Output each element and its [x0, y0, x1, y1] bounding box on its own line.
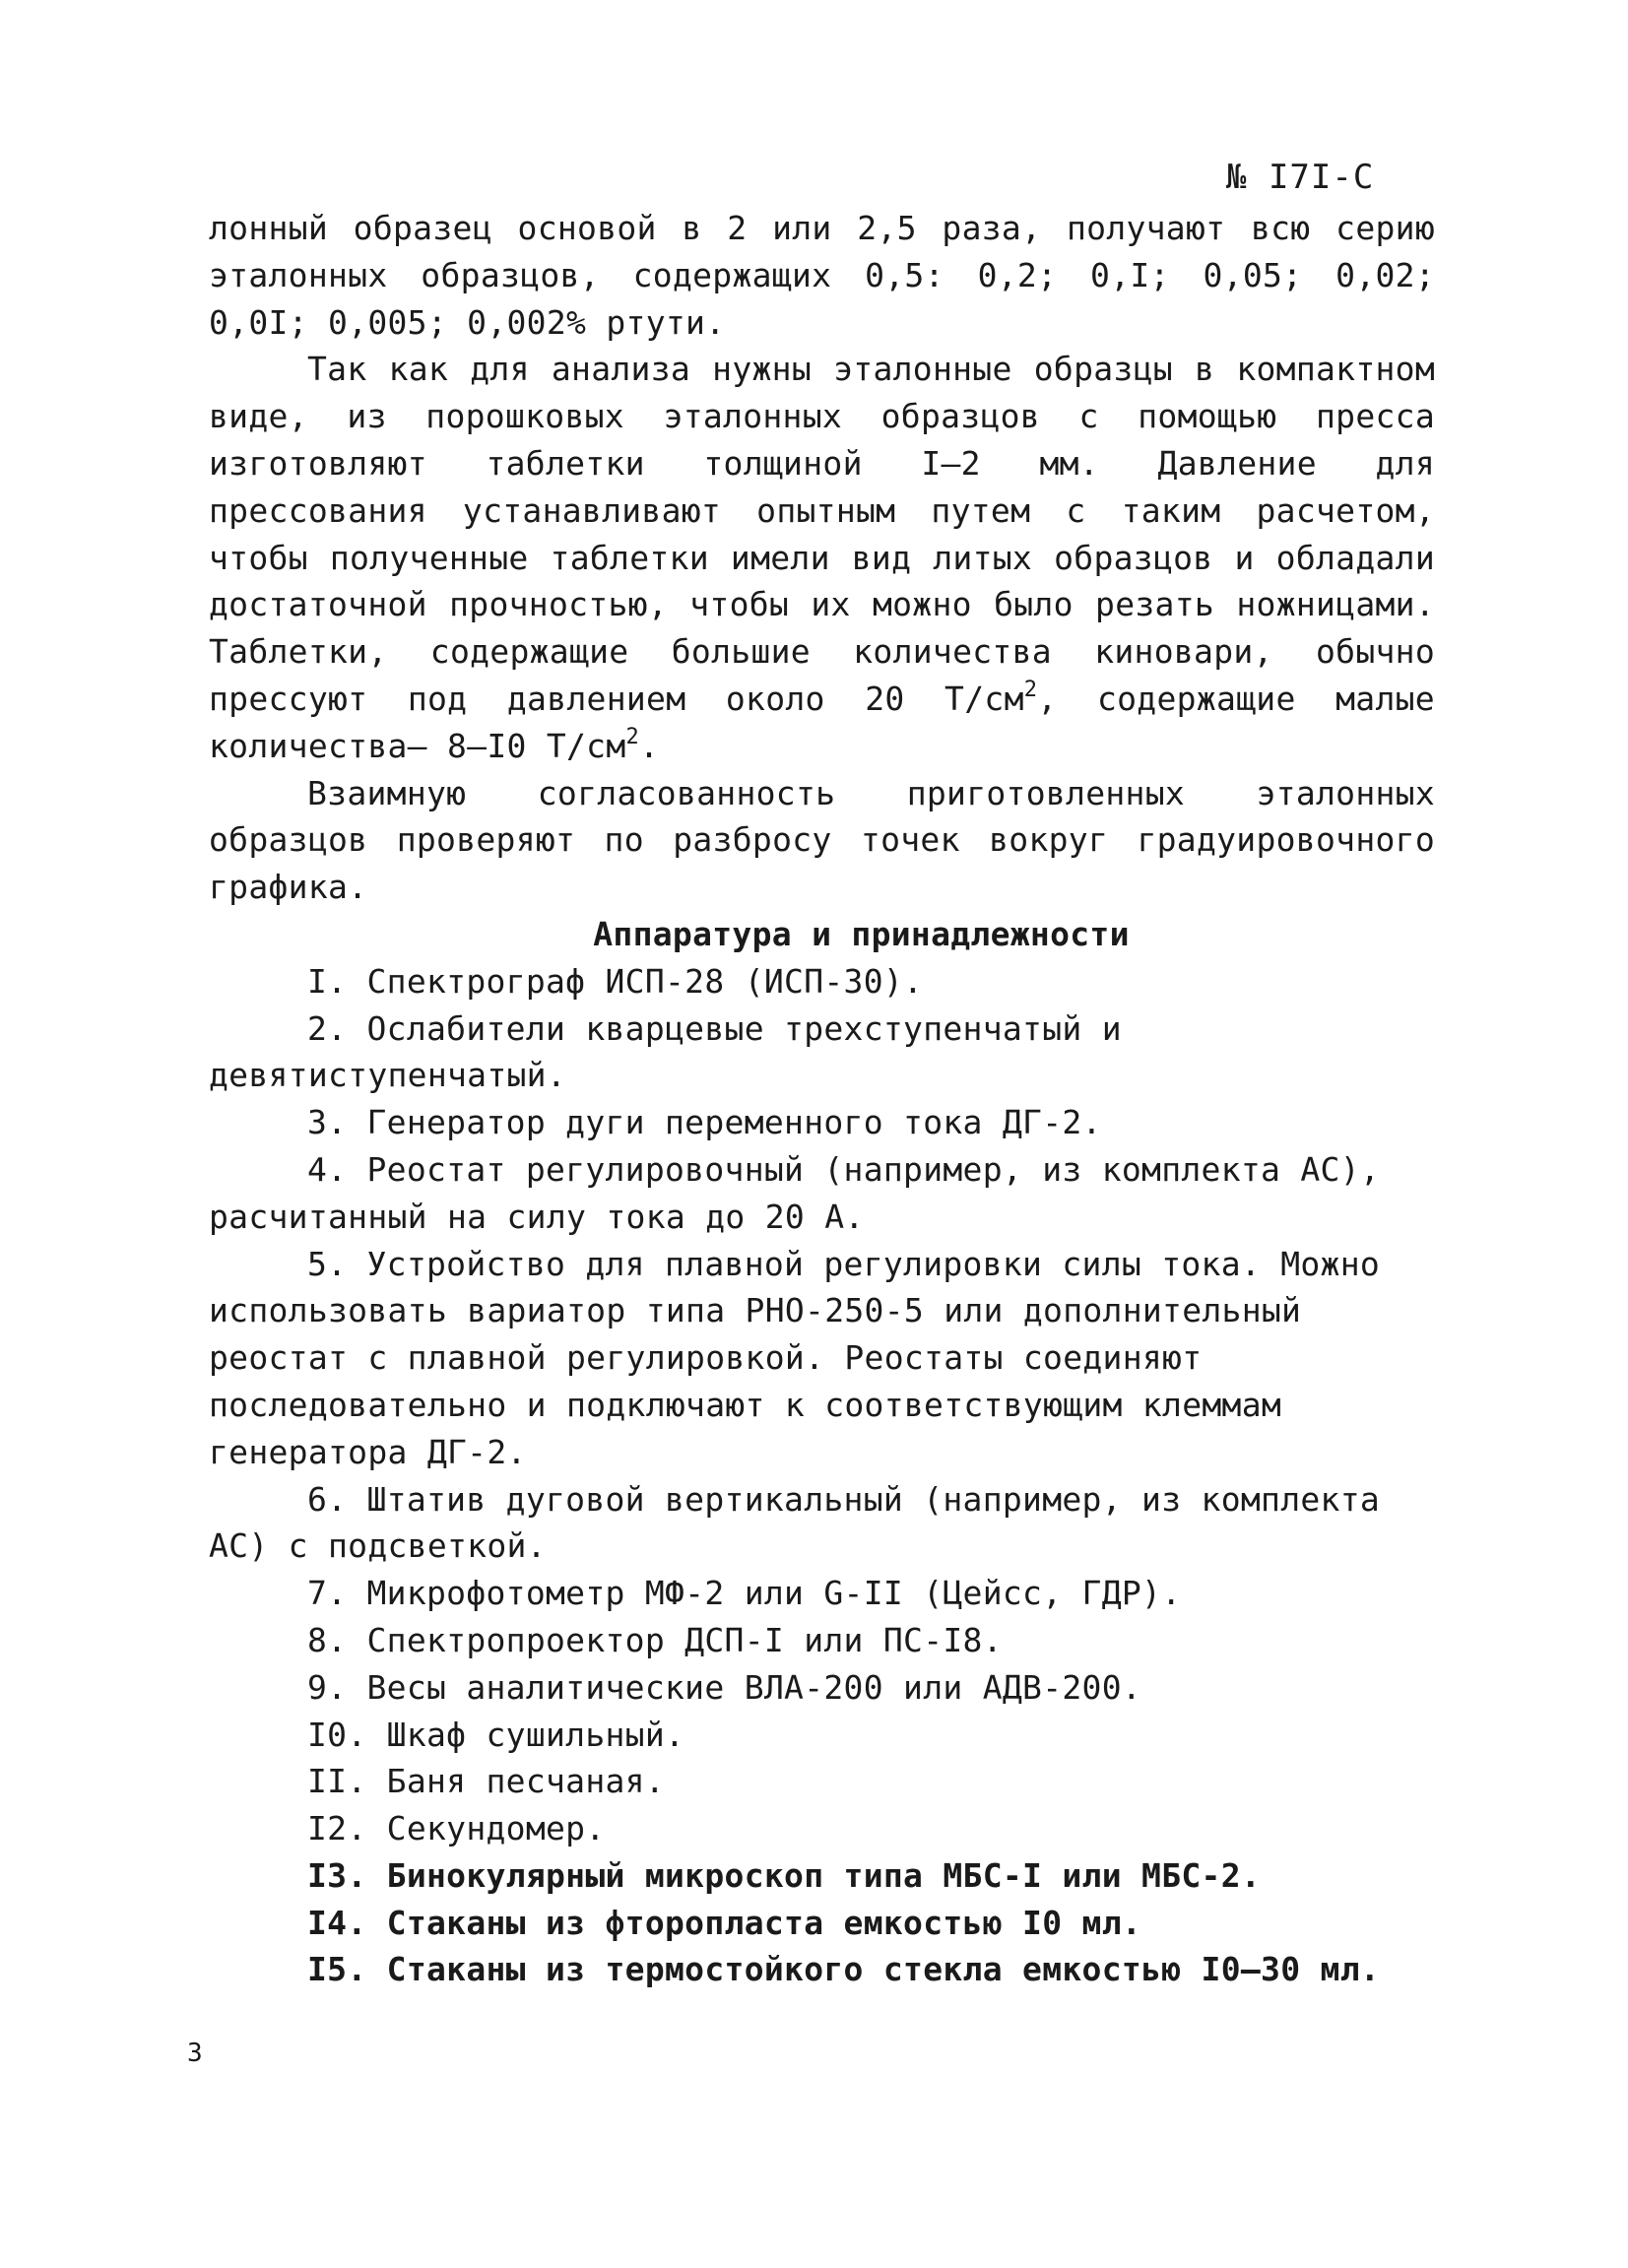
- list-item: 2. Ослабители кварцевые трехступенчатый и девятиступенчатый.: [209, 1008, 1122, 1095]
- paragraph-pressing-text-a: Так как для анализа нужны эталонные образцы в компактном виде, из порошковых эталонных образцов с помощью пресса изготовляют таблетки толщиной I–2 мм. Давление для прессования устанавливают опытным путем с таким расчетом, чтобы полученные таблетки имели вид литых образцов и обладали достаточной прочностью, чтобы их можно было резать ножницами. Таблетки, содержащие большие количества киновари, обычно прессуют под давлением около 20 Т/см: [209, 350, 1435, 718]
- list-item: I0. Шкаф сушильный.: [307, 1715, 685, 1754]
- equipment-list: [209, 958, 1435, 1994]
- list-item: I4. Стаканы из фторопласта емкостью I0 мл.: [307, 1903, 1142, 1942]
- document-body: [209, 205, 1435, 1993]
- list-item: 8. Спектропроектор ДСП-I или ПС-I8.: [307, 1620, 1003, 1659]
- list-item: 4. Реостат регулировочный (например, из комплекта АС), расчитанный на силу тока до 20 А.: [209, 1149, 1381, 1236]
- superscript-squared: 2: [1023, 677, 1038, 702]
- document-number: № I7I-С: [1226, 158, 1375, 197]
- superscript-squared: 2: [625, 724, 640, 749]
- list-item: I3. Бинокулярный микроскоп типа МБС-I или МБС-2.: [307, 1855, 1262, 1895]
- paragraph-pressing-text-b: , содержащие малые количества– 8–I0 Т/см: [209, 679, 1435, 765]
- paragraph-pressing: [209, 346, 1435, 769]
- list-item: 5. Устройство для плавной регулировки силы тока. Можно использовать вариатор типа РНО-250-5 или дополнительный реостат с плавной регулировкой. Реостаты соединяют последовательно и подключают к соответствующим клеммам генератора ДГ-2.: [209, 1244, 1381, 1471]
- page-number: 3: [187, 2039, 203, 2068]
- paragraph-consistency: Взаимную согласованность приготовленных эталонных образцов проверяют по разбросу точек вокруг градуировочного графика.: [209, 773, 1435, 907]
- list-item: 3. Генератор дуги переменного тока ДГ-2.: [307, 1103, 1102, 1142]
- list-item: II. Баня песчаная.: [307, 1762, 666, 1801]
- list-item: I5. Стаканы из термостойкого стекла емкостью I0–30 мл.: [307, 1950, 1381, 1989]
- list-item: 7. Микрофотометр МФ-2 или G-II (Цейсс, ГДР).: [307, 1574, 1182, 1613]
- section-heading: Аппаратура и принадлежности: [593, 914, 1130, 953]
- paragraph-continuation: лонный образец основой в 2 или 2,5 раза, получают всю серию эталонных образцов, содержащих 0,5: 0,2; 0,I; 0,05; 0,02; 0,0I; 0,005; 0,002% ртути.: [209, 209, 1435, 342]
- list-item: I2. Секундомер.: [307, 1809, 606, 1848]
- list-item: 9. Весы аналитические ВЛА-200 или АДВ-200.: [307, 1667, 1142, 1707]
- list-item: 6. Штатив дуговой вертикальный (например, из комплекта АС) с подсветкой.: [209, 1479, 1381, 1566]
- paragraph-pressing-text-c: .: [639, 726, 660, 765]
- list-item: I. Спектрограф ИСП-28 (ИСП-30).: [307, 961, 924, 1001]
